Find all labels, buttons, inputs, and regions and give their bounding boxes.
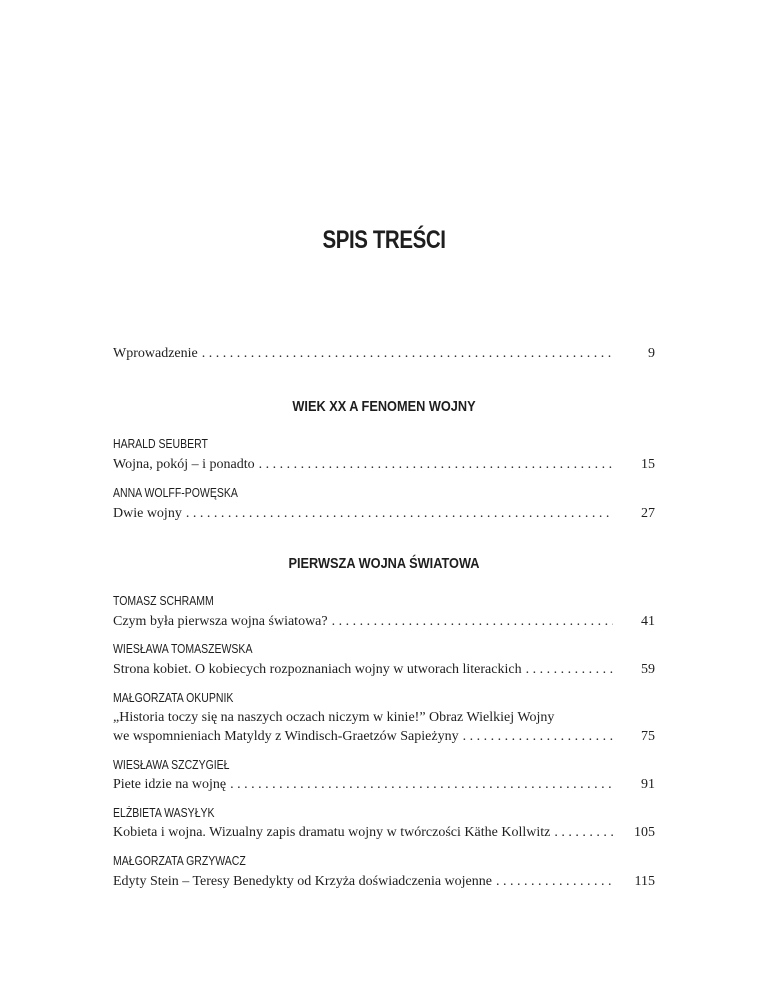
entry-author: MAŁGORZATA GRZYWACZ xyxy=(113,854,246,868)
dot-leader xyxy=(186,504,613,524)
dot-leader xyxy=(332,612,613,632)
entry-title: Dwie wojny xyxy=(113,506,182,521)
entry-page-number: 41 xyxy=(641,614,655,629)
entry-title: we wspomnieniach Matyldy z Windisch-Graetzów Sapieżyny xyxy=(113,729,459,744)
dot-leader xyxy=(230,775,613,795)
section-heading: PIERWSZA WOJNA ŚWIATOWA xyxy=(288,555,480,572)
toc-entry[interactable] xyxy=(113,775,613,795)
toc-entry[interactable] xyxy=(113,727,613,747)
entry-title: Czym była pierwsza wojna światowa? xyxy=(113,614,328,629)
dot-leader xyxy=(496,872,613,892)
dot-leader xyxy=(259,455,613,475)
toc-entry[interactable] xyxy=(113,455,613,475)
entry-page-number: 75 xyxy=(641,729,655,744)
dot-leader xyxy=(526,660,613,680)
toc-entry[interactable] xyxy=(113,660,613,680)
toc-entry-intro[interactable] xyxy=(113,344,613,364)
entry-title: Strona kobiet. O kobiecych rozpoznaniach wojny w utworach literackich xyxy=(113,662,522,677)
entry-title-line[interactable]: „Historia toczy się na naszych oczach niczym w kinie!” Obraz Wielkiej Wojny xyxy=(113,710,555,725)
entry-author: ELŻBIETA WASYŁYK xyxy=(113,806,215,820)
entry-author: HARALD SEUBERT xyxy=(113,437,208,451)
entry-title: Kobieta i wojna. Wizualny zapis dramatu wojny w twórczości Käthe Kollwitz xyxy=(113,825,551,840)
entry-title: Wojna, pokój – i ponadto xyxy=(113,457,255,472)
entry-author: MAŁGORZATA OKUPNIK xyxy=(113,691,234,705)
entry-page-number: 9 xyxy=(648,346,655,361)
toc-entry[interactable] xyxy=(113,872,613,892)
dot-leader xyxy=(202,344,613,364)
section-heading: WIEK XX A FENOMEN WOJNY xyxy=(292,398,476,415)
dot-leader xyxy=(463,727,613,747)
entry-author: ANNA WOLFF-POWĘSKA xyxy=(113,486,238,500)
entry-page-number: 27 xyxy=(641,506,655,521)
entry-author: TOMASZ SCHRAMM xyxy=(113,594,214,608)
toc-entry[interactable] xyxy=(113,823,613,843)
entry-author: WIESŁAWA TOMASZEWSKA xyxy=(113,642,253,656)
entry-title: Edyty Stein – Teresy Benedykty od Krzyża doświadczenia wojenne xyxy=(113,874,492,889)
entry-title: Piete idzie na wojnę xyxy=(113,777,227,792)
dot-leader xyxy=(554,823,613,843)
entry-title: Wprowadzenie xyxy=(113,346,198,361)
toc-entry[interactable] xyxy=(113,612,613,632)
entry-page-number: 59 xyxy=(641,662,655,677)
page-title: SPIS TREŚCI xyxy=(322,226,446,254)
entry-page-number: 105 xyxy=(634,825,655,840)
entry-page-number: 91 xyxy=(641,777,655,792)
entry-page-number: 115 xyxy=(634,874,655,889)
entry-author: WIESŁAWA SZCZYGIEŁ xyxy=(113,758,230,772)
toc-entry[interactable] xyxy=(113,504,613,524)
entry-page-number: 15 xyxy=(641,457,655,472)
